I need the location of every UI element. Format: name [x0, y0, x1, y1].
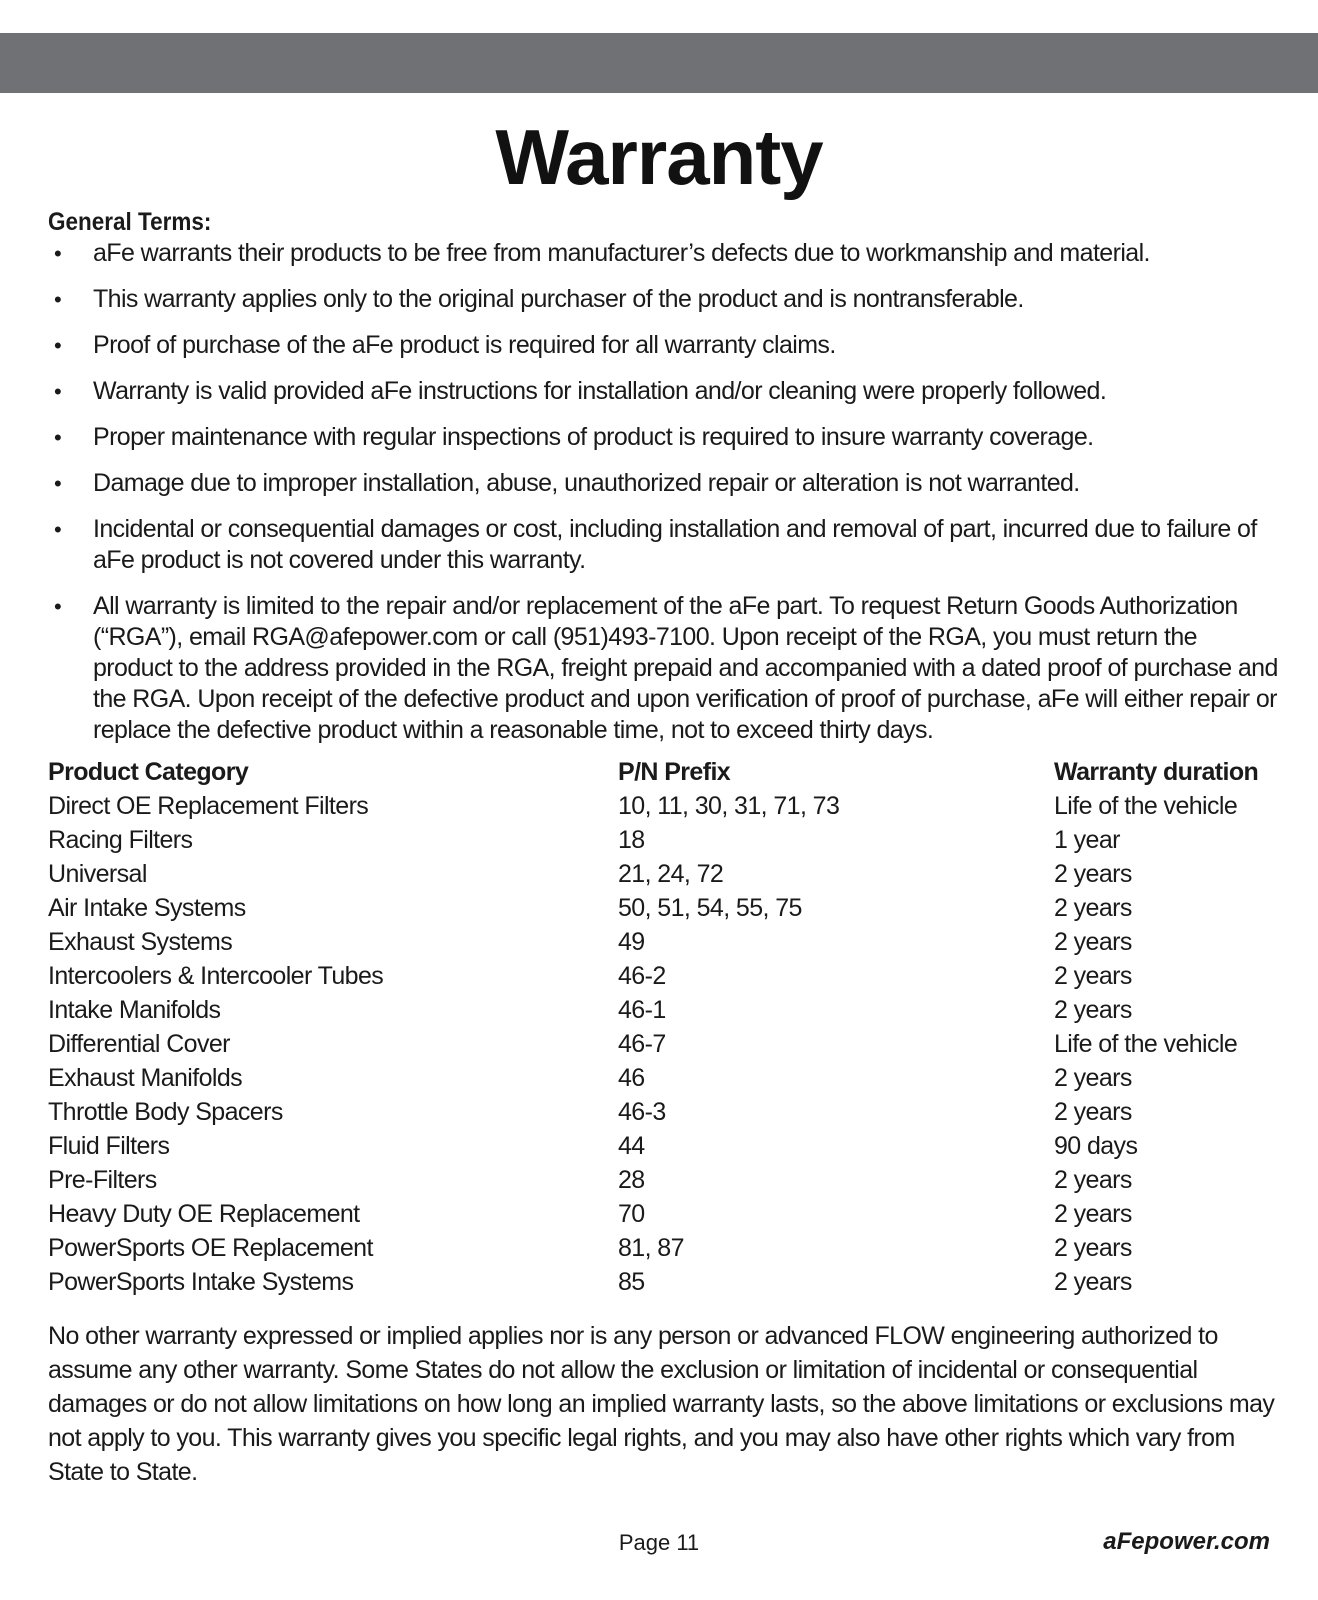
column-header-category: Product Category: [48, 758, 249, 786]
column-header-duration: Warranty duration: [1054, 758, 1259, 786]
list-item: • All warranty is limited to the repair and/or replacement of the aFe part. To request Return Goods Authorization (“RGA”), email RGA@afepower.com or call (951)493-7100. Upon receipt of the RGA, you must return the product to the address provided in the RGA, freight prepaid and accompanied with a dated proof of purchase and the RGA. Upon receipt of the defective product and upon verification of proof of purchase, aFe will either repair or replace the defective product within a reasonable time, not to exceed thirty days.: [54, 592, 1278, 744]
bullet-icon: •: [54, 471, 62, 496]
cell-prefix: 50, 51, 54, 55, 75: [618, 894, 802, 922]
cell-category: Differential Cover: [48, 1030, 230, 1058]
general-terms-heading: General Terms:: [48, 208, 212, 236]
list-item: • Proper maintenance with regular inspections of product is required to insure warranty coverage.: [54, 423, 1094, 451]
cell-duration: 2 years: [1054, 1200, 1132, 1228]
bullet-icon: •: [54, 241, 62, 266]
cell-category: Exhaust Systems: [48, 928, 233, 956]
cell-category: Exhaust Manifolds: [48, 1064, 243, 1092]
disclaimer-text: No other warranty expressed or implied applies nor is any person or advanced FLOW engineering authorized to assume any other warranty. Some States do not allow the exclusion or limitation of incidental or consequential damages or do not allow limitations on how long an implied warranty lasts, so the above limitations or exclusions may not apply to you. This warranty gives you specific legal rights, and you may also have other rights which vary from State to State.: [48, 1322, 1275, 1486]
column-header-prefix: P/N Prefix: [618, 758, 731, 786]
header-bar: [0, 33, 1318, 93]
cell-prefix: 44: [618, 1132, 645, 1160]
bullet-icon: •: [54, 517, 62, 542]
table-header-row: [48, 755, 1280, 789]
bullet-icon: •: [54, 594, 62, 619]
cell-prefix: 81, 87: [618, 1234, 684, 1262]
table-row: [48, 959, 1280, 993]
cell-prefix: 46-1: [618, 996, 666, 1024]
cell-duration: 90 days: [1054, 1132, 1138, 1160]
cell-prefix: 18: [618, 826, 645, 854]
list-item: • Damage due to improper installation, abuse, unauthorized repair or alteration is not warranted.: [54, 469, 1080, 497]
cell-duration: 2 years: [1054, 1098, 1132, 1126]
main-content: [48, 207, 1280, 1489]
website-label: aFepower.com: [1103, 1528, 1270, 1555]
cell-category: Throttle Body Spacers: [48, 1098, 283, 1126]
page-number: Page 11: [618, 1530, 700, 1555]
table-row: [48, 1027, 1280, 1061]
cell-category: Air Intake Systems: [48, 894, 246, 922]
cell-duration: 2 years: [1054, 996, 1132, 1024]
cell-duration: Life of the vehicle: [1054, 1030, 1238, 1058]
cell-category: Direct OE Replacement Filters: [48, 792, 369, 820]
cell-category: Fluid Filters: [48, 1132, 170, 1160]
cell-category: PowerSports OE Replacement: [48, 1234, 373, 1262]
table-row: [48, 1095, 1280, 1129]
cell-category: Racing Filters: [48, 826, 193, 854]
table-row: [48, 1061, 1280, 1095]
list-item: • Warranty is valid provided aFe instructions for installation and/or cleaning were properly followed.: [54, 377, 1107, 405]
bullet-icon: •: [54, 333, 62, 358]
warranty-table: [48, 755, 1280, 1299]
cell-duration: 2 years: [1054, 928, 1132, 956]
cell-category: Universal: [48, 860, 147, 888]
list-item: • Proof of purchase of the aFe product is required for all warranty claims.: [54, 331, 836, 359]
cell-duration: 2 years: [1054, 1268, 1132, 1296]
cell-category: Intercoolers & Intercooler Tubes: [48, 962, 384, 990]
cell-prefix: 46: [618, 1064, 645, 1092]
page-title: Warranty: [495, 113, 823, 201]
cell-duration: 2 years: [1054, 1234, 1132, 1262]
cell-duration: 2 years: [1054, 860, 1132, 888]
table-row: [48, 823, 1280, 857]
cell-prefix: 10, 11, 30, 31, 71, 73: [618, 792, 840, 820]
list-item: • This warranty applies only to the original purchaser of the product and is nontransferable.: [54, 285, 1024, 313]
table-row: [48, 1265, 1280, 1299]
cell-prefix: 70: [618, 1200, 645, 1228]
table-row: [48, 891, 1280, 925]
cell-category: Heavy Duty OE Replacement: [48, 1200, 360, 1228]
table-body: [48, 789, 1280, 1299]
cell-category: Pre-Filters: [48, 1166, 157, 1194]
table-row: [48, 1231, 1280, 1265]
cell-prefix: 85: [618, 1268, 645, 1296]
cell-duration: 2 years: [1054, 1064, 1132, 1092]
cell-duration: Life of the vehicle: [1054, 792, 1238, 820]
table-row: [48, 789, 1280, 823]
bullet-icon: •: [54, 287, 62, 312]
table-row: [48, 857, 1280, 891]
general-terms-list: [48, 238, 1280, 746]
table-row: [48, 1163, 1280, 1197]
cell-prefix: 21, 24, 72: [618, 860, 724, 888]
bullet-icon: •: [54, 425, 62, 450]
list-item: • Incidental or consequential damages or cost, including installation and removal of part, incurred due to failure of aFe product is not covered under this warranty.: [54, 515, 1257, 574]
cell-prefix: 46-3: [618, 1098, 666, 1126]
cell-duration: 1 year: [1054, 826, 1120, 854]
cell-category: PowerSports Intake Systems: [48, 1268, 354, 1296]
cell-duration: 2 years: [1054, 1166, 1132, 1194]
cell-prefix: 49: [618, 928, 645, 956]
table-row: [48, 993, 1280, 1027]
cell-duration: 2 years: [1054, 962, 1132, 990]
table-row: [48, 1197, 1280, 1231]
bullet-icon: •: [54, 379, 62, 404]
cell-prefix: 46-7: [618, 1030, 666, 1058]
cell-prefix: 28: [618, 1166, 645, 1194]
cell-category: Intake Manifolds: [48, 996, 221, 1024]
list-item: • aFe warrants their products to be free from manufacturer’s defects due to workmanship and material.: [54, 239, 1150, 267]
table-row: [48, 925, 1280, 959]
cell-duration: 2 years: [1054, 894, 1132, 922]
table-row: [48, 1129, 1280, 1163]
cell-prefix: 46-2: [618, 962, 666, 990]
